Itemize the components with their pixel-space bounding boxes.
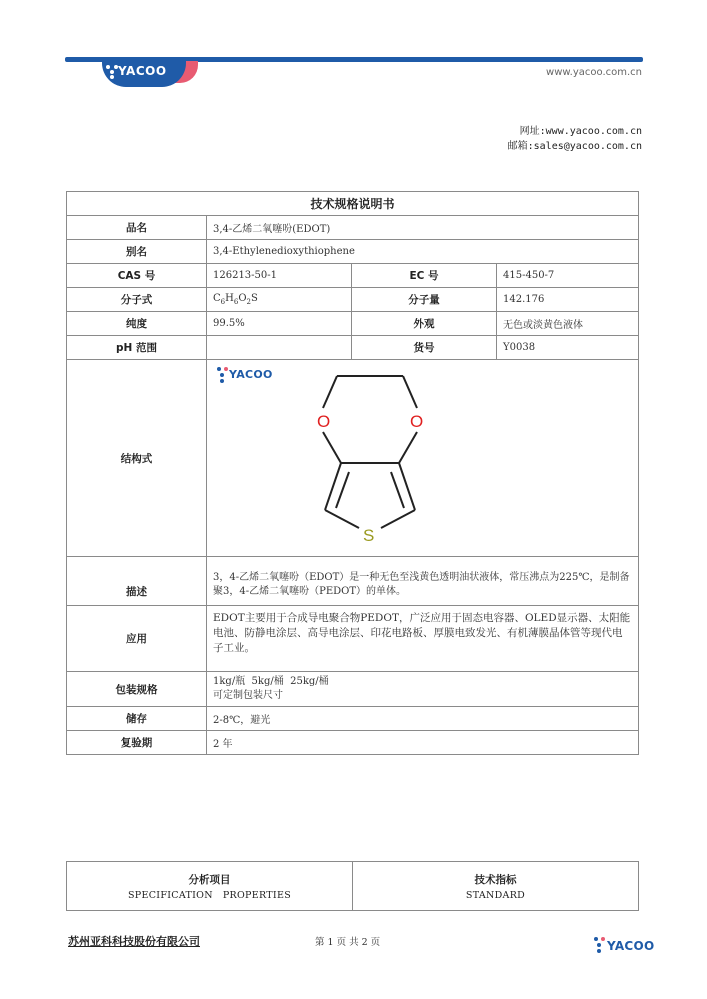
retest-value: 2 年 xyxy=(207,731,639,755)
desc-cell xyxy=(207,557,639,606)
yacoo-logo xyxy=(100,55,196,89)
ec-value: 415-450-7 xyxy=(497,264,639,288)
purity-label: 纯度 xyxy=(67,312,207,336)
app-cell xyxy=(207,606,639,672)
item-label: 货号 xyxy=(352,336,497,360)
email-line: 邮箱:sales@yacoo.com.cn xyxy=(507,141,642,152)
mw-label: 分子量 xyxy=(352,288,497,312)
bond-c-s-left xyxy=(325,510,359,528)
appearance-value: 无色或淡黄色液体 xyxy=(497,312,639,336)
oxygen-right-atom: O xyxy=(410,412,424,431)
analysis-item-en: SPECIFICATION PROPERTIES xyxy=(127,889,292,901)
name-label: 品名 xyxy=(67,216,207,240)
company-name: 苏州亚科科技股份有限公司 xyxy=(68,935,200,948)
purity-value: 99.5% xyxy=(207,312,352,336)
mw-value: 142.176 xyxy=(497,288,639,312)
website-line: 网址:www.yacoo.com.cn xyxy=(519,126,642,137)
footer-logo-text: YACOO xyxy=(607,939,655,953)
oxygen-left-atom: O xyxy=(317,412,331,431)
standard-en: STANDARD xyxy=(465,889,526,901)
standard-header xyxy=(353,862,639,911)
mini-logo-text: YACOO xyxy=(229,368,273,381)
app-value: EDOT主要用于合成导电聚合物PEDOT，广泛应用于固态电容器、OLED显示器、太阳能电池、防静电涂层、高导电涂层、印花电路板、厚膜电致发光、有机薄膜晶体管等现代电子工业。 xyxy=(213,612,631,654)
sulfur-atom: S xyxy=(363,526,375,545)
bond-c-s-right xyxy=(381,510,415,528)
item-value: Y0038 xyxy=(497,336,639,360)
cas-value: 126213-50-1 xyxy=(207,264,352,288)
cas-label: CAS 号 xyxy=(67,264,207,288)
appearance-label: 外观 xyxy=(352,312,497,336)
footer-yacoo-logo xyxy=(592,934,655,956)
edot-structure-diagram xyxy=(207,360,637,557)
pkg-value-2: 可定制包装尺寸 xyxy=(213,690,283,701)
bond-o-c-right xyxy=(399,432,417,463)
desc-value: 3，4-乙烯二氧噻吩（EDOT）是一种无色至浅黄色透明油状液体，常压沸点为225℃，是制备聚3，4-乙烯二氧噻吩（PEDOT）的单体。 xyxy=(213,572,630,597)
app-label: 应用 xyxy=(67,606,207,672)
bond-c-o-left-top xyxy=(323,376,337,408)
bond-c-o-right-top xyxy=(403,376,417,408)
standard-cn: 技术指标 xyxy=(474,873,517,886)
logo-text: YACOO xyxy=(118,64,167,78)
spec-title: 技术规格说明书 xyxy=(67,192,639,216)
name-value: 3,4-乙烯二氧噻吩(EDOT) xyxy=(207,216,639,240)
retest-label: 复验期 xyxy=(67,731,207,755)
bond-o-c-left xyxy=(323,432,341,463)
ec-label: EC 号 xyxy=(352,264,497,288)
analysis-table xyxy=(66,861,639,911)
alias-label: 别名 xyxy=(67,240,207,264)
storage-label: 储存 xyxy=(67,707,207,731)
formula-value: $C_6H_6O_2S$ xyxy=(207,288,352,312)
bond-ring-left-inner xyxy=(336,472,349,508)
analysis-item-header xyxy=(67,862,353,911)
ph-label: pH 范围 xyxy=(67,336,207,360)
alias-value: 3,4-Ethylenedioxythiophene xyxy=(207,240,639,264)
structure-label: 结构式 xyxy=(67,360,207,557)
desc-label: 描述 xyxy=(67,557,207,606)
page-number: 第 1 页 共 2 页 xyxy=(315,937,381,948)
pkg-cell xyxy=(207,672,639,707)
formula-label: 分子式 xyxy=(67,288,207,312)
ph-value xyxy=(207,336,352,360)
structure-cell xyxy=(207,360,639,557)
spec-table xyxy=(66,191,639,755)
site-url[interactable]: www.yacoo.com.cn xyxy=(546,67,642,78)
bond-ring-right-inner xyxy=(391,472,404,508)
analysis-item-cn: 分析项目 xyxy=(188,873,231,886)
storage-value: 2-8℃，避光 xyxy=(207,707,639,731)
pkg-label: 包装规格 xyxy=(67,672,207,707)
pkg-value-1: 1kg/瓶 5kg/桶 25kg/桶 xyxy=(213,676,329,687)
